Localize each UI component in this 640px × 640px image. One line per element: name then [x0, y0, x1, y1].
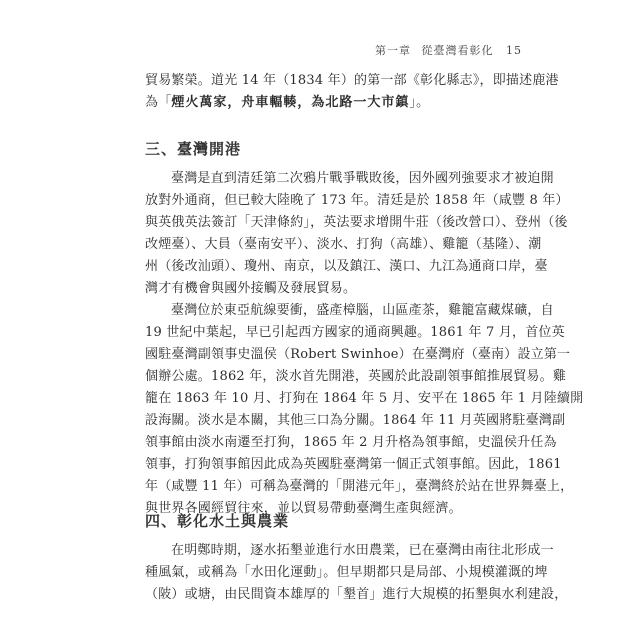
paragraph-line: 州（後改汕頭）、瓊州、南京，以及鎮江、漢口、九江為通商口岸，臺: [145, 259, 548, 274]
section-heading-3: 三、臺灣開港: [145, 140, 242, 158]
paragraph-line: 年（咸豐 11 年）可稱為臺灣的「開港元年」，臺灣終於站在世界舞臺上，: [145, 479, 574, 494]
quote-open: 為「: [145, 95, 172, 110]
chapter-label: 第一章: [375, 44, 411, 57]
paragraph-line: 領事館由淡水南遷至打狗，1865 年 2 月升格為領事館，史溫侯升任為: [145, 435, 557, 450]
paragraph-line: 與世界各國經貿往來，並以貿易帶動臺灣生產與經濟。: [145, 501, 462, 516]
running-header: [375, 42, 522, 58]
intro-paragraph: [145, 70, 559, 114]
paragraph-line: 與英俄英法簽訂「天津條約」，英法要求增開牛莊（後改營口）、登州（後: [145, 215, 568, 230]
paragraph-line: 改煙臺）、大員（臺南安平）、淡水、打狗（高雄）、雞籠（基隆）、潮: [145, 237, 542, 252]
paragraph-line: 臺灣是直到清廷第二次鴉片戰爭戰敗後，因外國列強要求才被迫開: [171, 171, 554, 186]
quoted-phrase: 煙火萬家，舟車輻輳，為北路一大市鎮: [171, 95, 410, 110]
intro-line-1: 貿易繁榮。道光 14 年（1834 年）的第一部《彰化縣志》，即描述鹿港: [145, 73, 559, 88]
paragraph-line: 設海關。淡水是本關，其他三口為分關。1864 年 11 月英國將駐臺灣副: [145, 413, 566, 428]
paragraph-line: 19 世紀中葉起，早已引起西方國家的通商興趣。1861 年 7 月，首位英: [145, 325, 565, 340]
section-heading-4: 四、彰化水土與農業: [145, 512, 290, 530]
intro-line-2: [145, 92, 495, 114]
paragraph-line: 國駐臺灣副領事史溫侯（Robert Swinhoe）在臺灣府（臺南）設立第一: [145, 347, 571, 362]
paragraph-line: 領事，打狗領事館因此成為英國駐臺灣第一個正式領事館。因此，1861: [145, 457, 562, 472]
quote-close: 」。: [409, 95, 430, 110]
section4-paragraph-1: [145, 540, 568, 606]
paragraph-line: 放對外通商，但已較大陸晚了 173 年。清廷是於 1858 年（咸豐 8 年）: [145, 193, 569, 208]
paragraph-line: 灣才有機會與國外接觸及發展貿易。: [145, 281, 357, 296]
section3-paragraph-1: [145, 168, 569, 300]
paragraph-line: 臺灣位於東亞航線要衝，盛產樟腦，山區產茶，雞籠富藏煤礦，自: [171, 303, 554, 318]
paragraph-line: 種風氣，或稱為「水田化運動」。但早期都只是局部、小規模灌溉的埤: [145, 565, 548, 580]
paragraph-line: 籠在 1863 年 10 月、打狗在 1864 年 5 月、安平在 1865 年 1 月陸續開: [145, 391, 584, 406]
chapter-title: 從臺灣看彰化: [421, 44, 494, 57]
paragraph-line: 在明鄭時期，逐水拓墾並進行水田農業，已在臺灣由南往北形成一: [171, 543, 554, 558]
paragraph-line: （陂）或塘，由民間資本雄厚的「墾首」進行大規模的拓墾與水利建設，: [145, 587, 568, 602]
section3-paragraph-2: [145, 300, 584, 520]
paragraph-line: 個辦公處。1862 年，淡水首先開港，英國於此設副領事館推展貿易。雞: [145, 369, 567, 384]
page-number: 15: [506, 44, 522, 57]
